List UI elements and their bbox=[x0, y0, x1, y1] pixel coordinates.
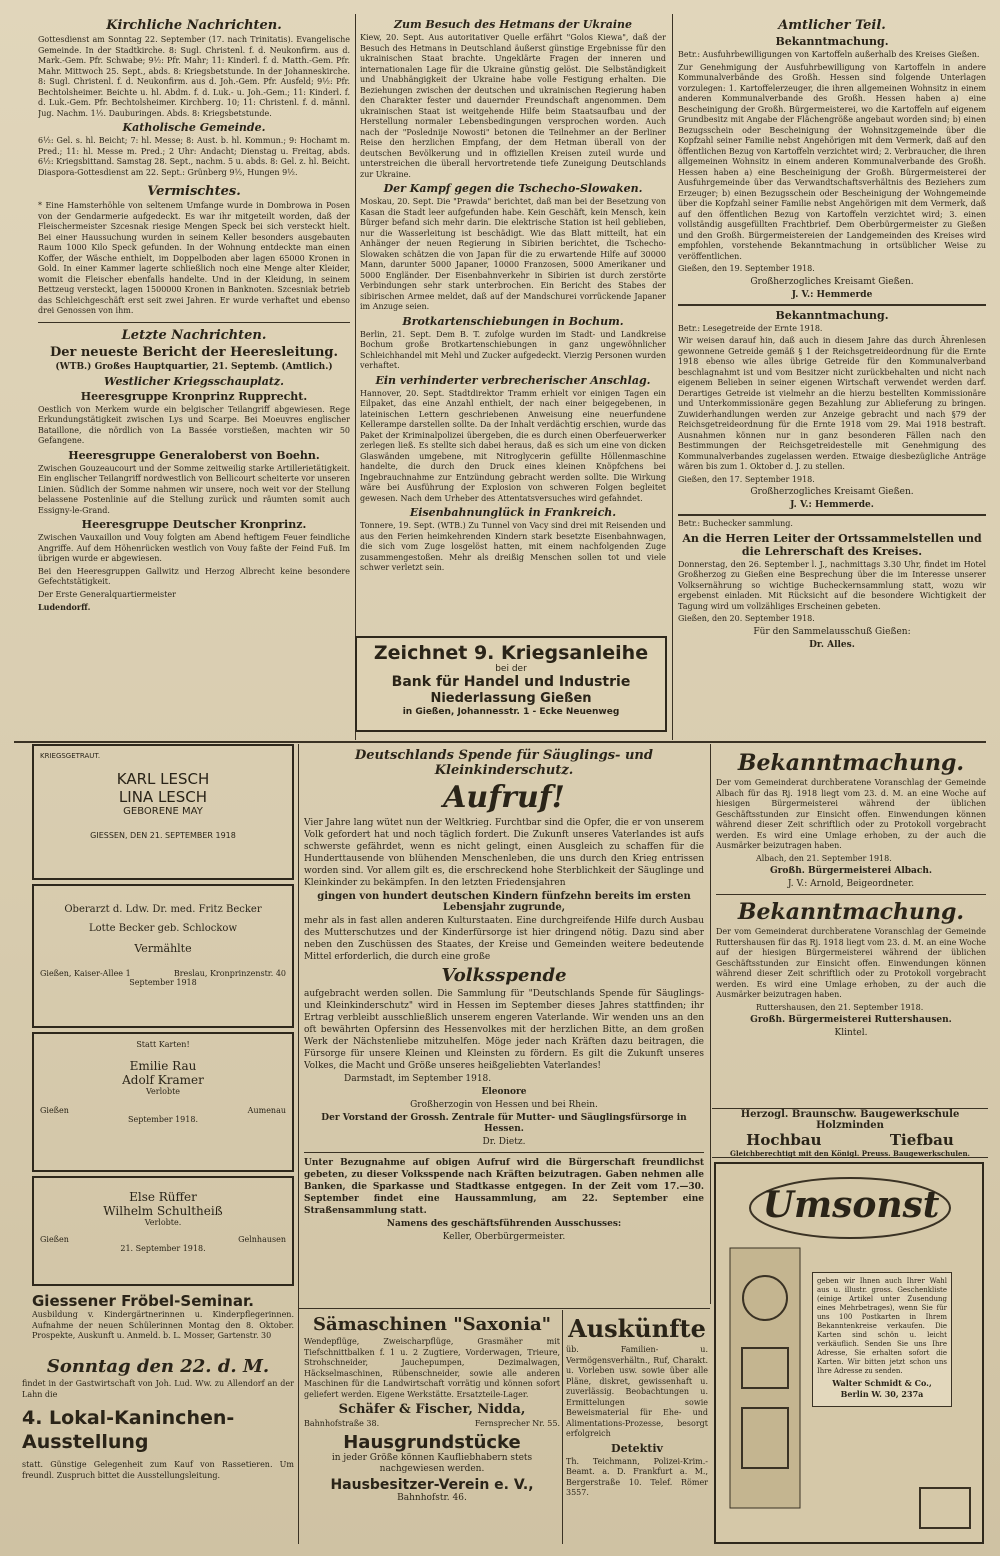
dt-kronprinz-text: Zwischen Vauxaillon und Vouy folgten am Abend heftigem Feuer feindliche Angriffe. Auf dem Höhenrücken westlich von Vouy faßte der Feind Fuß. Im übrigen wurde er abgewiesen. bbox=[38, 533, 350, 563]
saxonia-text: Wendepflüge, Zweischarpflüge, Grasmäher mit Tiefschnittbalken f. 1 u. 2 Zugtiere, Vorderwagen, Trieure, Strohschneider, Jauchepumpen, Dezimalwagen, Häckselmaschinen, Rübenschneider, sowie alle anderen Maschinen für die Landwirtschaft vorrätig und können sofort geliefert werden. Eigene Werkstätte. Ersatzteile-Lager. bbox=[304, 1337, 560, 1399]
ad2-locations bbox=[40, 969, 286, 978]
bek3-text: Donnerstag, den 26. September l. J., nachmittags 3.30 Uhr, findet im Hotel Großherzog zu Gießen eine Besprechung über die im Interesse unserer Volksernährung so wichtige Bucheckernsammlung statt, wozu wir ergebenst einladen. Mit Rücksicht auf die besondere Wichtigkeit der Tagung wird um vollzähliges Erscheinen gebeten. bbox=[678, 559, 986, 611]
column-2 bbox=[360, 16, 666, 738]
dt-kronprinz-heading: Heeresgruppe Deutscher Kronprinz. bbox=[81, 518, 307, 531]
aufruf-date: Darmstadt, im September 1918. bbox=[344, 1074, 492, 1084]
column-rule bbox=[710, 744, 711, 1304]
letzte-heading: Letzte Nachrichten. bbox=[121, 327, 267, 343]
umsonst-title: Umsonst bbox=[762, 1184, 940, 1226]
umsonst-ad bbox=[714, 1162, 984, 1544]
bek5-text: Der vom Gemeinderat durchberatene Voranschlag der Gemeinde Ruttershausen für das Rj. 1918 liegt vom 23. d. M. an eine Woche auf der hiesigen Bürgermeisterei während der üblichen Geschäftsstunden zur Einsicht offen. Einwendungen können während dieser Zeit schriftlich oder zu Protokoll vorgebracht werden. Es wird eine Umlage erhoben, zu der auch die Ausmärker beizutragen haben. bbox=[716, 927, 986, 999]
bek3-date: Gießen, den 20. September 1918. bbox=[678, 614, 815, 623]
ausk-text: üb. Familien- u. Vermögensverhältn., Ruf, Charakt. u. Vorleben usw. sowie über alle Pläne, diskret, gewissenhaft u. zuverlässig. Beobachtungen u. Ermittelungen sowie Beweismaterial für Ehe- und Alimentations-Prozesse, besorgt erfolgreich bbox=[566, 1345, 708, 1438]
family-ad-becker bbox=[32, 884, 294, 1028]
ad-kriegsanleihe-line3: Bank für Handel und Industrie bbox=[391, 674, 631, 690]
vermischtes-text: * Eine Hamsterhöhle von seltenem Umfange wurde in Dombrowa in Posen von der Gendarmerie aufgedeckt. Es war ihr mitgeteilt worden, daß der Fleischermeister Szcesnak riesige Mengen Speck bei sich versteckt hielt. Bei einer Haussuchung wurden in seinem Keller besonders ausgebauten Raum 1000 Kilo Speck gefunden. In der Wohnung entdeckte man einen Koffer, der Wäsche enthielt, im Doppelboden aber lagen 65000 Kronen in Gold. In einer Kammer lagerte schließlich noch eine Menge alter Kleider, womit die Fleischer ebenfalls handelte. Und in der Kleidung, in seinem Bettzeug versteckt, lagen 1500000 Kronen in Banknoten. Szcesniak betrieb das Schleichgeschäft erst seit zwei Jahren. Er wurde verhaftet und ebenso drei Genossen von ihm. bbox=[38, 201, 350, 315]
family-ad-lesch bbox=[32, 744, 294, 880]
heeres-dateline: (WTB.) Großes Hauptquartier, 21. Septemb. (Amtlich.) bbox=[55, 361, 333, 372]
ad1-name3: GEBORENE MAY bbox=[123, 806, 203, 817]
ad6-title: Sonntag den 22. d. M. bbox=[46, 1356, 270, 1377]
umsonst-firm: Walter Schmidt & Co., Berlin W. 30, 237a bbox=[832, 1378, 932, 1399]
brot-text: Berlin, 21. Sept. Dem B. T. zufolge wurden im Stadt- und Landkreise Bochum große Brotkartenschiebungen in ganz ungewöhnlicher Schleichhandel mit Mehl und Zucker aufgedeckt. Vierzig Personen wurden verhaftet. bbox=[360, 329, 666, 370]
kampf-text: Moskau, 20. Sept. Die "Prawda" berichtet, daß man bei der Besetzung von Kasan die Stadt leer aufgefunden habe. Kein Geschäft, kein Mensch, kein Bürger befand sich mehr darin. Die elektrische Station ist heil geblieben, nur die Wasserleitung ist beschädigt. Wie das Blatt mitteilt, hat ein Anhänger der neuen Regierung in Sibirien berichtet, die Tschecho-Slowaken schätzen die von Japan für die zu erwartende Hilfe auf 30000 Mann, darunter 5000 Japaner, 10000 Franzosen, 5000 Amerikaner und 5000 Engländer. Der Eisenbahnverkehr in Sibirien ist durch zerstörte Verbindungen sehr stark unterbrochen. Ein Bericht des Stabes der sibirischen Armee meldet, daß auf der Mandschurei vorrückende Japaner im Anzuge seien. bbox=[360, 197, 666, 311]
vermischtes-heading: Vermischtes. bbox=[147, 184, 241, 199]
divider bbox=[678, 304, 986, 306]
anschlag-text: Hannover, 20. Sept. Stadtdirektor Tramm erhielt vor einigen Tagen ein Eilpaket, das eine Anzahl enthielt, der nach einer beigegebenen, in lateinischen Lettern geschriebenen Anweisung eine neuerfundene Kellerampe darstellen sollte. Da der Inhalt verdächtig erschien, wurde das Paket der Kriminalpolizei übergeben, die es durch einen Oberfeuerwerker zerlegen ließ. Es stellte sich dabei heraus, daß es sich um eine von dicken Glaswänden umgebene, mit Nitroglycerin gefüllte Höllenmaschine handelte, die durch den Druck eines kleinen Knöpfchens bei Ingebrauchnahme zur Entzündung gebracht werden sollte. Die Wirkung wäre bei Ausführung der Explosion von schweren Folgen begleitet gewesen. Nach dem Urheber des Attentatsversuches wird gefahndet. bbox=[360, 388, 666, 503]
bau-types bbox=[712, 1131, 988, 1149]
section-divider bbox=[298, 1308, 710, 1309]
saxonia-ad bbox=[304, 1312, 560, 1430]
ad4-status: Verlobte. bbox=[144, 1218, 182, 1227]
ad-kriegsanleihe-line4: Niederlassung Gießen bbox=[430, 691, 592, 706]
anschlag-heading: Ein verhinderter verbrecherischer Anschlag. bbox=[375, 373, 651, 387]
kirchliche-heading: Kirchliche Nachrichten. bbox=[106, 18, 282, 33]
column-rule bbox=[672, 14, 673, 740]
boehn-text: Zwischen Gouzeaucourt und der Somme zeitweilig starke Artillerietätigkeit. Ein englischer Teilangriff nordwestlich von Bellicourt scheiterte vor unseren Linien. Südlich der Somme nahmen wir unsere, noch weit vor der Stellung belassene Postenlinie auf die Stellung zurück und räumten somit auch Essigny-le-Grand. bbox=[38, 463, 350, 515]
bek1-text: Zur Genehmigung der Ausfuhrbewilligung von Kartoffeln in andere Kommunalverbände des Großh. Hessen sind folgende Unterlagen vorzulegen: 1. Kartoffelerzeuger, die ihren allgemeinen Wohnsitz in einem anderen Kommunalverbande des Großh. Hessen haben a) eine Bescheinigung der Großh. Bürgermeisterei, wo die Kartoffeln auf eigenem Grundbesitz mit Angabe der Flächengröße angebaut worden sind; b) einen Bezugsschein oder Bescheinigung der Wohnsitzgemeinde über die Kopfzahl seiner Familie nebst Angehörigen mit dem Vermerk, daß auf den öffentlichen Bezug von Kartoffeln verzichtet wird; 2. Verbraucher, die ihren allgemeinen Wohnsitz in einem anderen Kommunalverbande des Großh. Hessen haben a) eine Bescheinigung der Großh. Bürgermeisterei der Ausfuhrgemeinde über das Verwandtschaftsverhältnis des Beziehers zum Erzeuger; b) einen Bezugsschein oder Bescheinigung der Wohngemeinde über die Kopfzahl seiner Familie nebst Angehörigen mit dem Vermerk, daß auf den öffentlichen Bezug von Kartoffeln verzichtet wird; 3. einen vollständig ausgefüllten Frachtbrief. Dem Oberbürgermeister zu Gießen und den Großh. Bürgermeistereien der Landgemeinden des Kreises wird empfohlen, vorstehende Bekanntmachung in ortsüblicher Weise zu veröffentlichen. bbox=[678, 62, 986, 261]
family-ad-ruffer bbox=[32, 1176, 294, 1286]
bau-sub: Gleichberechtigt mit den Königl. Preuss. Baugewerkschulen. bbox=[730, 1149, 970, 1158]
eisen-text: Tonnere, 19. Sept. (WTB.) Zu Tunnel von Vacy sind drei mit Reisenden und aus den Ferien heimkehrenden Kindern stark besetzte Eisenbahnwagen, die sich vom Zuge losgelöst hatten, mit einem nachfolgenden Zuge zusammengestoßen. Mehr als dreißig Menschen sollen tot und viele schwer verletzt sein. bbox=[360, 521, 666, 572]
haus-title: Hausgrundstücke bbox=[343, 1432, 521, 1453]
bek4-date: Albach, den 21. September 1918. bbox=[756, 853, 892, 863]
ausk-title: Auskünfte bbox=[568, 1314, 706, 1343]
bek2-heading: Bekanntmachung. bbox=[775, 308, 889, 322]
umsonst-text: geben wir Ihnen auch Ihrer Wahl aus u. illustr. gross. Geschenkliste (einige Artikel unter Zusendung eines Mehrbetrages), wenn Sie für uns 100 Postkarten in Ihrem Bekanntenkreise verkaufen. Die Karten sind schön u. leicht verkäuflich. Senden Sie uns Ihre Adresse, Sie erhalten sofort die Karten. Wir bitten jetzt schon uns Ihre Adresse zu senden. bbox=[817, 1277, 947, 1375]
kampf-heading: Der Kampf gegen die Tschecho-Slowaken. bbox=[383, 182, 643, 195]
ad2-loc1: Gießen, Kaiser-Allee 1 bbox=[40, 969, 131, 978]
saxonia-addr: Bahnhofstraße 38. bbox=[304, 1419, 380, 1428]
ad4-date: 21. September 1918. bbox=[120, 1244, 206, 1253]
ad5-text: Ausbildung v. Kindergärtnerinnen u. Kinderpflegerinnen. Aufnahme der neuen Schülerinnen Montag den 8. Oktober. Prospekte, Auskunft u. Anmeld. b. L. Mosser, Gartenstr. 30 bbox=[32, 1310, 294, 1340]
ad1-label: KRIEGSGETRAUT. bbox=[40, 752, 101, 760]
bek1-sign: J. V.: Hemmerde bbox=[791, 289, 873, 300]
bek4-sign: J. V.: Arnold, Beigeordneter. bbox=[787, 879, 915, 889]
bau-hoch: Hochbau bbox=[746, 1131, 822, 1149]
lower-right-notices bbox=[716, 748, 986, 1108]
aufruf-text3: aufgebracht werden sollen. Die Sammlung für "Deutschlands Spende für Säuglings- und Kleinkinderschutz" wird in Hessen im September dieses Jahres stattfinden; ihr Ertrag verbleibt ausschließlich unserem engeren Vaterlande. Wir wenden uns an den oft bewährten Opfersinn des Hessenvolkes mit der herzlichen Bitte, an dem großen Werk der Nächstenliebe mitzuhelfen. Möge jeder nach Kräften dazu beitragen, die Fürsorge für unsere Kleinen und Kleinsten zu fördern. Es gilt die Zukunft unseres Volkes, die Macht und Größe unseres heißgeliebten Vaterlandes! bbox=[304, 989, 704, 1071]
katholisch-heading: Katholische Gemeinde. bbox=[122, 121, 266, 134]
appeal-sign: Namens des geschäftsführenden Ausschusses: bbox=[386, 1218, 622, 1229]
bek3-sign-role: Für den Sammelausschuß Gießen: bbox=[753, 626, 911, 637]
bek2-sign: J. V.: Hemmerde. bbox=[790, 500, 874, 510]
ad4-locations bbox=[40, 1235, 286, 1244]
bek4-text: Der vom Gemeinderat durchberatene Voranschlag der Gemeinde Albach für das Rj. 1918 liegt vom 23. d. M. an eine Woche auf hiesigen Bürgermeisterei während der üblichen Geschäftsstunden zur Einsicht offen. Einwendungen können während dieser Zeit schriftlich oder zu Protokoll vorgebracht werden. Es wird eine Umlage erhoben, zu der auch die Ausmärker beizutragen haben. bbox=[716, 778, 986, 850]
column-rule bbox=[355, 14, 356, 740]
aufruf-sign1: Eleonore bbox=[481, 1086, 527, 1097]
bau-tief: Tiefbau bbox=[889, 1131, 954, 1149]
ad3-date: September 1918. bbox=[128, 1115, 198, 1124]
ad2-line2: Lotte Becker geb. Schlockow bbox=[88, 923, 238, 934]
eisen-heading: Eisenbahnunglück in Frankreich. bbox=[409, 506, 617, 519]
ad-kriegsanleihe-line1: Zeichnet 9. Kriegsanleihe bbox=[373, 642, 649, 664]
volksspende-heading: Volksspende bbox=[441, 965, 567, 986]
saxonia-contact bbox=[304, 1419, 560, 1428]
ad3-top: Statt Karten! bbox=[136, 1040, 190, 1049]
ad1-name1: KARL LESCH bbox=[116, 770, 210, 788]
bek2-date: Gießen, den 17. September 1918. bbox=[678, 474, 815, 484]
aufruf-heading: Deutschlands Spende für Säuglings- und Kleinkinderschutz. bbox=[355, 748, 653, 778]
westl-heading: Westlicher Kriegsschauplatz. bbox=[104, 374, 284, 388]
brot-heading: Brotkartenschiebungen in Bochum. bbox=[402, 314, 624, 328]
ad6-text: findet in der Gastwirtschaft von Joh. Lud. Ww. zu Allendorf an der Lahn die bbox=[22, 1379, 294, 1399]
bek5-date: Ruttershausen, den 21. September 1918. bbox=[756, 1002, 924, 1012]
ad-kriegsanleihe-line2: bei der bbox=[495, 664, 527, 674]
gallwitz-text: Bei den Heeresgruppen Gallwitz und Herzog Albrecht keine besondere Gefechtstätigkeit. bbox=[38, 566, 350, 586]
bek1-office: Großherzogliches Kreisamt Gießen. bbox=[750, 276, 914, 287]
bek2-betr: Betr.: Lesegetreide der Ernte 1918. bbox=[678, 323, 823, 333]
haus-text: in jeder Größe können Kaufliebhabern stets nachgewiesen werden. bbox=[331, 1453, 533, 1474]
kirchliche-text: Gottesdienst am Sonntag 22. September (17. nach Trinitatis). Evangelische Gemeinde. In der Stadtkirche. 8: Sugl. Christenl. f. d. Neukonfirm. aus d. Mark.-Gem. Pfr. Schwabe; 9½: Pfr. Mahr; 11: Kinderl. f. d. Matth.-Gem. Pfr. Mahr. Mittwoch 25. Sept., abds. 8: Kriegsbetstunde. In der Johanneskirche. 8: Sugl. Christenl. f. d. Neukonfirm. aus d. Joh.-Gem. Pfr. Ausfeld; 9½: Pfr. Bechtolsheimer. Beichte u. hl. Abdm. f. d. Luk.- u. Joh.-Gem.; 11: Kinderl. f. d. Luk.-Gem. Pfr. Bechtolsheimer. Kirchberg. 10; 11: Christenl. f. d. männl. Jug. Nachm. 1½. Dauburingen. Abds. 8: Kriegsbetstunde. bbox=[38, 35, 350, 118]
saxonia-title: Sämaschinen "Saxonia" bbox=[312, 1314, 552, 1335]
ad1-name2: LINA LESCH bbox=[118, 788, 208, 806]
haus-ad bbox=[304, 1432, 560, 1544]
ad2-loc2: Breslau, Kronprinzenstr. 40 bbox=[173, 969, 286, 978]
bau-title: Herzogl. Braunschw. Baugewerkschule Holzminden bbox=[740, 1109, 960, 1131]
divider bbox=[678, 514, 986, 516]
saxonia-phone: Fernsprecher Nr. 55. bbox=[474, 1419, 560, 1428]
watch-icon bbox=[920, 1488, 970, 1528]
ad6-foot: statt. Günstige Gelegenheit zum Kauf von Rassetieren. Um freundl. Zuspruch bittet die Ausstellungsleitung. bbox=[22, 1460, 294, 1480]
section-divider bbox=[14, 741, 986, 743]
ad6-big: 4. Lokal-Kaninchen-Ausstellung bbox=[22, 1407, 235, 1453]
ad4-name2: Wilhelm Schultheiß bbox=[103, 1204, 223, 1218]
aufruf-text1: Vier Jahre lang wütet nun der Weltkrieg. Furchtbar sind die Opfer, die er von unserem Volk gefordert hat und noch täglich fordert. Die Zukunft unseres Vaterlandes ist aufs schwerste gefährdet, wenn es nicht gelingt, einen Ausgleich zu schaffen für die Hunderttausende von blühenden Menschenleben, die uns durch den Krieg entrissen worden sind. Vor allem gilt es, die erschreckend hohe Sterblichkeit der Säuglinge und Kleinkinder zu bekämpfen. In den letzten Friedensjahren bbox=[304, 818, 704, 888]
aufruf-text2: mehr als in fast allen anderen Kulturstaaten. Eine durchgreifende Hilfe durch Ausbau des Mutterschutzes und der Kinderfürsorge ist hier dringend nötig. Dazu sind aber neben den Zuschüssen des Staates, der Kreise und Gemeinden weitere bedeutende Mittel erforderlich, die durch eine große bbox=[304, 916, 704, 962]
ad2-line3: Vermählte bbox=[134, 942, 192, 955]
aufruf-sign2: Der Vorstand der Grossh. Zentrale für Mutter- und Säuglingsfürsorge in Hessen. bbox=[321, 1112, 687, 1134]
haus-addr: Bahnhofstr. 46. bbox=[397, 1493, 467, 1503]
divider bbox=[716, 894, 986, 895]
kronprinz-text: Oestlich von Merkem wurde ein belgischer Teilangriff abgewiesen. Rege Erkundungstätigkeit zwischen Lys und Scarpe. Bei Moeuvres englischer Bataillone, die nördlich von La Bassée vorstießen, machten wir 50 Gefangene. bbox=[38, 404, 350, 445]
bek5-heading: Bekanntmachung. bbox=[737, 899, 965, 925]
bek5-office: Großh. Bürgermeisterei Ruttershausen. bbox=[750, 1015, 952, 1025]
bek3-heading: An die Herren Leiter der Ortssammelstellen und die Lehrerschaft des Kreises. bbox=[682, 531, 982, 558]
hetman-heading: Zum Besuch des Hetmans der Ukraine bbox=[393, 18, 633, 31]
aufruf-big: Aufruf! bbox=[443, 780, 565, 815]
ausk-firm: Th. Teichmann, Polizei-Krim.-Beamt. a. D. Frankfurt a. M., Bergerstraße 10. Telef. Römer 3557. bbox=[566, 1456, 708, 1497]
kronprinz-heading: Heeresgruppe Kronprinz Rupprecht. bbox=[80, 389, 308, 403]
bek3-betr: Betr.: Buchecker sammlung. bbox=[678, 519, 793, 528]
ausk-detektiv: Detektiv bbox=[611, 1441, 663, 1455]
ad3-name2: Adolf Kramer bbox=[122, 1073, 204, 1087]
column-1 bbox=[38, 16, 350, 738]
ad1-date: GIESSEN, DEN 21. SEPTEMBER 1918 bbox=[90, 831, 236, 840]
appeal-sign2: Keller, Oberbürgermeister. bbox=[442, 1231, 566, 1242]
baugewerkschule-ad bbox=[712, 1108, 988, 1158]
column-rule bbox=[562, 1310, 563, 1544]
ad3-status: Verlobte bbox=[145, 1087, 181, 1096]
bek2-text: Wir weisen darauf hin, daß auch in diesem Jahre das durch Ährenlesen gewonnene Getreide gemäß § 1 der Reichsgetreideordnung für die Ernte 1918 ebenso wie alles übrige Getreide für den Kommunalverband beschlagnahmt ist und vom Besitzer nicht zurückbehalten und nicht nach eigenem Belieben in seiner eigenen Wirtschaft verwendet werden darf. Derartiges Getreide ist vielmehr an die hierzu bestellten Kommissionäre und Unterkommissionäre gegen Bezahlung zur Ablieferung zu bringen. Zuwiderhandlungen werden zur Anzeige gebracht und nach §79 der Reichsgetreideordnung für die Ernte 1918 vom 29. Mai 1918 bestraft. Ausnahmen können nur in ganz besonderen Fällen nach den Bestimmungen der Reichsgetreidestelle mit Genehmigung des Kommunalverbandes zugelassen werden. Etwaige diesbezügliche Anträge wären bis zum 1. Oktober d. J. zu stellen. bbox=[678, 336, 986, 471]
divider bbox=[38, 322, 350, 323]
signature-role: Der Erste Generalquartiermeister bbox=[38, 589, 176, 599]
bek3-sign: Dr. Alles. bbox=[809, 639, 855, 650]
haus-firm: Hausbesitzer-Verein e. V., bbox=[330, 1477, 534, 1493]
ad-kriegsanleihe-line5: in Gießen, Johannesstr. 1 - Ecke Neuenweg bbox=[402, 707, 620, 717]
ad3-loc2: Aumenau bbox=[247, 1106, 286, 1115]
amtlicher-heading: Amtlicher Teil. bbox=[778, 18, 886, 33]
bek4-heading: Bekanntmachung. bbox=[737, 750, 965, 776]
ad5-title: Giessener Fröbel-Seminar. bbox=[32, 1292, 254, 1310]
froebel-ad bbox=[32, 1292, 294, 1352]
katholisch-text: 6½: Gel. s. hl. Beicht; 7: hl. Messe; 8: Aust. b. hl. Kommun.; 9: Hochamt m. Pred.; 11: hl. Messe m. Pred.; 2 Uhr: Andacht; Dienstag u. Freitag, abds. 6½: Kriegsbittand. Samstag 28. Sept., nachm. 5 u. abds. 8: Gel. z. hl. Beicht. Diaspora-Gottesdienst am 22. Sept.: Grünberg 9½, Hungen 9½. bbox=[38, 136, 350, 177]
bek4-office: Großh. Bürgermeisterei Albach. bbox=[769, 866, 933, 876]
ad3-name1: Emilie Rau bbox=[129, 1059, 197, 1073]
heeres-heading: Der neueste Bericht der Heeresleitung. bbox=[49, 344, 339, 360]
ad2-line1: Oberarzt d. Ldw. Dr. med. Fritz Becker bbox=[64, 904, 262, 915]
boehn-heading: Heeresgruppe Generaloberst von Boehn. bbox=[68, 448, 320, 462]
signature-name: Ludendorff. bbox=[38, 602, 91, 612]
ad4-loc1: Gießen bbox=[40, 1235, 69, 1244]
bek5-sign: Klintel. bbox=[834, 1028, 868, 1038]
divider bbox=[304, 1152, 704, 1153]
bek2-office: Großherzogliches Kreisamt Gießen. bbox=[750, 487, 914, 497]
kriegsanleihe-ad bbox=[355, 636, 667, 732]
bek1-heading: Bekanntmachung. bbox=[775, 35, 889, 48]
family-ad-rau bbox=[32, 1032, 294, 1172]
ad3-loc1: Gießen bbox=[40, 1106, 69, 1115]
ad4-loc2: Gelnhausen bbox=[238, 1235, 286, 1244]
umsonst-panel bbox=[812, 1272, 952, 1407]
ad4-name1: Else Rüffer bbox=[129, 1190, 197, 1204]
aufruf-sign2b: Dr. Dietz. bbox=[482, 1136, 526, 1147]
ad3-locations bbox=[40, 1106, 286, 1115]
saxonia-firm: Schäfer & Fischer, Nidda, bbox=[338, 1402, 526, 1417]
hetman-text: Kiew, 20. Sept. Aus autoritativer Quelle erfährt "Golos Kiewa", daß der Besuch des Hetmans in Deutschland äußerst günstige Ergebnisse für den ukrainischen Staat brachte. Ungeklärte Fragen der inneren und internationalen Lage für die Ukraine günstig gelöst. Die Selbständigkeit und Unabhängigkeit der Ukraine habe volle Festigung erhalten. Die Beziehungen zwischen der deutschen und ukrainischen Regierung haben den Charakter fester und dauernder Freundschaft angenommen. Dem ukrainischen Staat ist weitgehende Hilfe beim Staatsaufbau und der Herstellung normaler Lebensbedingungen versprochen worden. Auch nach der "Poslednije Nowosti" betonen die Teilnehmer an der Berliner Reise den herzlichen Empfang, der dem Hetman überall von der deutschen Bevölkerung und in offiziellen Kreisen zuteil wurde und unterstreichen die überall hervortretende tiefe Zuneigung Deutschlands zur Ukraine. bbox=[360, 33, 666, 179]
appeal-text: Unter Bezugnahme auf obigen Aufruf wird die Bürgerschaft freundlichst gebeten, zu dieser Volksspende nach Kräften beizutragen. Gaben nehmen alle Banken, die Sparkasse und Stadtkasse entgegen. In der Zeit vom 17.—30. September findet eine Haussammlung, am 22. September eine Straßensammlung statt. bbox=[304, 1157, 704, 1216]
bek1-date: Gießen, den 19. September 1918. bbox=[678, 264, 815, 273]
aufruf-article bbox=[304, 746, 704, 1306]
aufruf-bold: gingen von hundert deutschen Kindern fünfzehn bereits im ersten Lebensjahr zugrunde, bbox=[317, 891, 691, 913]
bek1-betr: Betr.: Ausfuhrbewilligungen von Kartoffeln außerhalb des Kreises Gießen. bbox=[678, 50, 980, 59]
kaninchen-ad bbox=[22, 1354, 294, 1544]
ad2-date: September 1918 bbox=[129, 978, 197, 987]
column-rule bbox=[298, 744, 299, 1544]
auskunfte-ad bbox=[566, 1312, 708, 1544]
aufruf-sign1b: Großherzogin von Hessen und bei Rhein. bbox=[410, 1099, 598, 1110]
column-3 bbox=[678, 16, 986, 738]
